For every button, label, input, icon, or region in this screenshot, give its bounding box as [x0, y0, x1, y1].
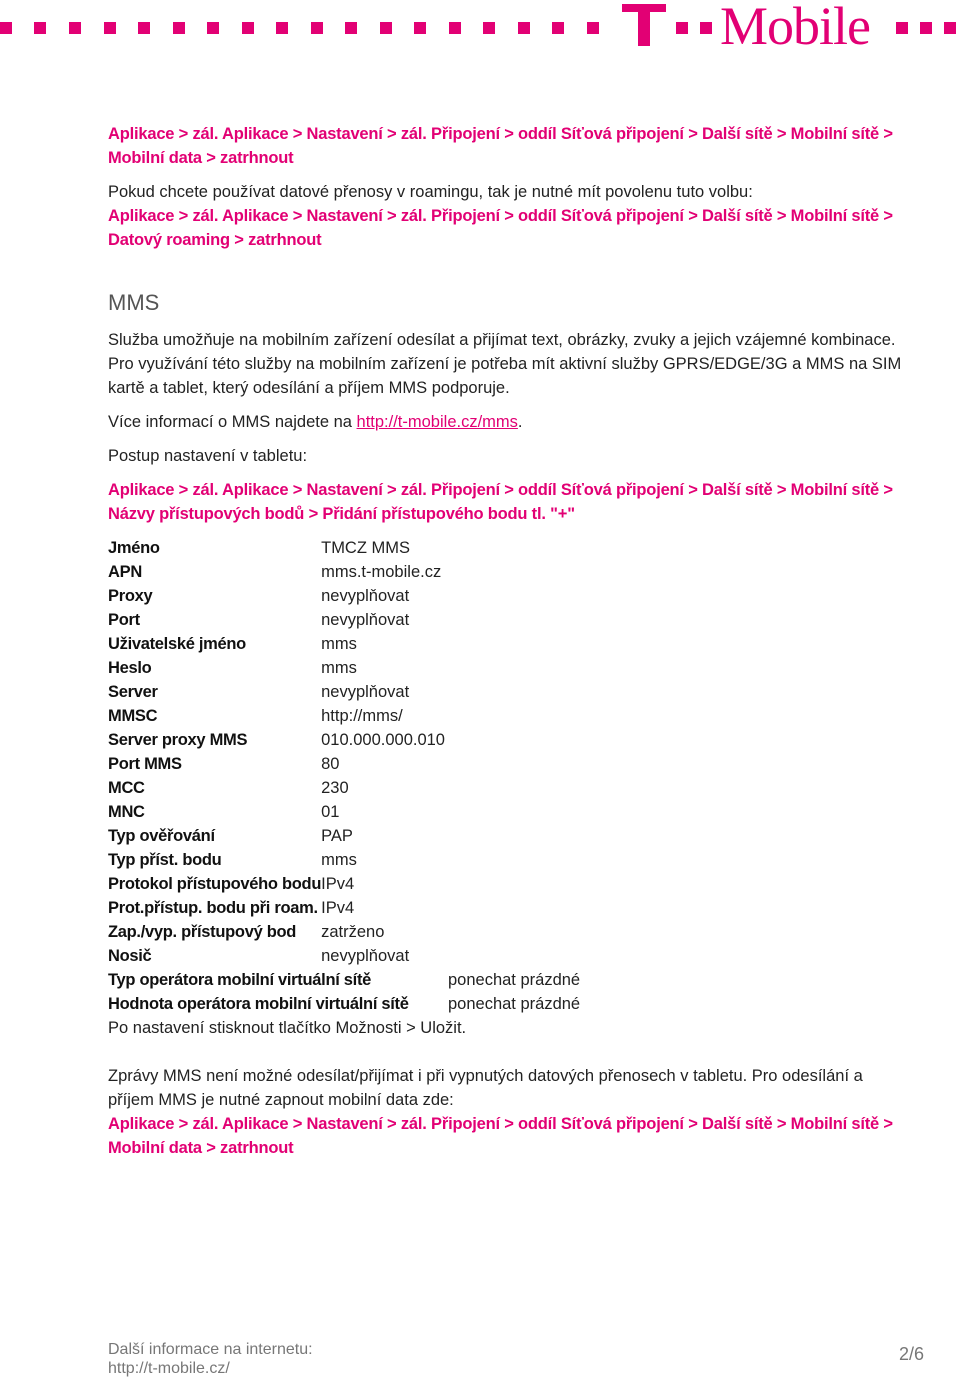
- setting-value: IPv4: [321, 875, 355, 893]
- footer-url[interactable]: http://t-mobile.cz/: [108, 1360, 230, 1377]
- setting-row: [108, 704, 445, 728]
- dot-icon: [676, 22, 688, 34]
- setting-key: MCC: [108, 779, 145, 797]
- setting-row: [108, 968, 908, 992]
- dot-icon: [0, 22, 12, 34]
- setting-value: zatrženo: [321, 923, 385, 941]
- setting-value: ponechat prázdné: [448, 971, 581, 989]
- setup-label: Postup nastavení v tabletu:: [108, 447, 308, 465]
- save-note: Po nastavení stisknout tlačítko Možnosti > Uložit.: [108, 1019, 467, 1037]
- setting-key: APN: [108, 563, 142, 581]
- setting-value: IPv4: [321, 899, 355, 917]
- roaming-text: Pokud chcete používat datové přenosy v roamingu, tak je nutné mít povolenu tuto volbu:: [108, 183, 753, 201]
- more-info-line: [108, 410, 908, 434]
- setting-key: Server proxy MMS: [108, 731, 248, 749]
- section-heading-mms: MMS: [108, 290, 160, 315]
- footer: [108, 1340, 313, 1378]
- dot-icon: [587, 22, 599, 34]
- setting-row: [108, 536, 445, 560]
- dot-icon: [700, 22, 712, 34]
- dot-icon: [920, 22, 932, 34]
- dot-icon: [242, 22, 254, 34]
- mms-info-link[interactable]: http://t-mobile.cz/mms: [356, 413, 518, 431]
- setting-key: Typ příst. bodu: [108, 851, 222, 869]
- dot-icon: [69, 22, 81, 34]
- setting-value: http://mms/: [321, 707, 403, 725]
- setting-value: mms: [321, 659, 357, 677]
- setting-key: Zap./vyp. přístupový bod: [108, 923, 297, 941]
- setting-value: nevyplňovat: [321, 947, 410, 965]
- setting-value: nevyplňovat: [321, 587, 410, 605]
- setting-row: [108, 752, 445, 776]
- document-body: [108, 122, 908, 1160]
- dot-icon: [207, 22, 219, 34]
- setting-row: [108, 632, 445, 656]
- dot-icon: [944, 22, 956, 34]
- setting-row: [108, 992, 908, 1016]
- settings-path-mobile-data: Aplikace > zál. Aplikace > Nastavení > zál. Připojení > oddíl Síťová připojení > Další sítě > Mobilní sítě > Mobilní data > zatrhnout: [108, 125, 893, 167]
- setting-row: [108, 728, 445, 752]
- t-logo-icon: [622, 0, 666, 48]
- setting-value: 230: [321, 779, 349, 797]
- setting-value: 80: [321, 755, 340, 773]
- setting-row: [108, 872, 445, 896]
- setting-row: [108, 608, 445, 632]
- more-info-suffix: .: [517, 413, 523, 431]
- setting-key: Typ ověřování: [108, 827, 215, 845]
- dot-icon: [34, 22, 46, 34]
- brand-logo-text: Mobile: [720, 0, 870, 56]
- setting-value: 010.000.000.010: [321, 731, 445, 749]
- setting-value: mms: [321, 635, 357, 653]
- setting-value: PAP: [321, 827, 353, 845]
- setting-row: [108, 656, 445, 680]
- setting-row: [108, 800, 445, 824]
- setting-row: [108, 776, 445, 800]
- dot-icon: [311, 22, 323, 34]
- setting-key: Jméno: [108, 539, 160, 557]
- setting-key: Proxy: [108, 587, 153, 605]
- setting-row: [108, 944, 445, 968]
- setting-key: MNC: [108, 803, 145, 821]
- dot-icon: [276, 22, 288, 34]
- setting-key: MMSC: [108, 707, 158, 725]
- setting-value: ponechat prázdné: [448, 995, 581, 1013]
- dot-icon: [896, 22, 908, 34]
- setting-key: Typ operátora mobilní virtuální sítě: [108, 971, 372, 989]
- apn-settings-table: [108, 536, 445, 968]
- dot-icon: [138, 22, 150, 34]
- setting-key: Server: [108, 683, 158, 701]
- setting-value: nevyplňovat: [321, 683, 410, 701]
- dot-icon: [345, 22, 357, 34]
- setting-key: Hodnota operátora mobilní virtuální sítě: [108, 995, 409, 1013]
- header-bar: [0, 0, 960, 60]
- setting-row: [108, 560, 445, 584]
- page-number: 2/6: [898, 1344, 924, 1364]
- settings-path-roaming: Aplikace > zál. Aplikace > Nastavení > zál. Připojení > oddíl Síťová připojení > Další sítě > Mobilní sítě > Datový roaming > zatrhnout: [108, 207, 893, 249]
- setting-row: [108, 824, 445, 848]
- dot-icon: [449, 22, 461, 34]
- dot-icon: [414, 22, 426, 34]
- dot-icon: [173, 22, 185, 34]
- setting-key: Port MMS: [108, 755, 182, 773]
- setting-key: Prot.přístup. bodu při roam.: [108, 899, 318, 917]
- dot-icon: [483, 22, 495, 34]
- dot-icon: [552, 22, 564, 34]
- dot-icon: [104, 22, 116, 34]
- setting-row: [108, 584, 445, 608]
- setting-key: Nosič: [108, 947, 152, 965]
- setting-key: Uživatelské jméno: [108, 635, 246, 653]
- setting-row: [108, 920, 445, 944]
- data-note: Zprávy MMS není možné odesílat/přijímat i při vypnutých datových přenosech v tabletu. Pro odesílání a příjem MMS je nutné zapnout mobilní data zde:: [108, 1067, 863, 1109]
- setting-key: Heslo: [108, 659, 152, 677]
- setting-row: [108, 680, 445, 704]
- mms-description: Služba umožňuje na mobilním zařízení odesílat a přijímat text, obrázky, zvuky a jejich vzájemné kombinace. Pro využívání této služby na mobilním zařízení je potřeba mít aktivní služby GPRS/EDGE/3G a MMS na SIM kartě a tablet, který odesílání a příjem MMS podporuje.: [108, 331, 902, 397]
- footer-label: Další informace na internetu:: [108, 1341, 313, 1358]
- setting-key: Port: [108, 611, 140, 629]
- setting-key: Protokol přístupového bodu: [108, 875, 322, 893]
- setting-value: 01: [321, 803, 340, 821]
- setting-value: mms: [321, 851, 357, 869]
- more-info-prefix: Více informací o MMS najdete na: [108, 413, 357, 431]
- dot-icon: [518, 22, 530, 34]
- setting-value: mms.t-mobile.cz: [321, 563, 442, 581]
- dot-icon: [380, 22, 392, 34]
- setting-value: nevyplňovat: [321, 611, 410, 629]
- settings-path-apn: Aplikace > zál. Aplikace > Nastavení > zál. Připojení > oddíl Síťová připojení > Další sítě > Mobilní sítě > Názvy přístupových bodů > Přidání přístupového bodu tl. "+": [108, 481, 893, 523]
- setting-value: TMCZ MMS: [321, 539, 411, 557]
- setting-row: [108, 896, 445, 920]
- setting-row: [108, 848, 445, 872]
- apn-settings-wide: [108, 968, 908, 1016]
- settings-path-mobile-data-2: Aplikace > zál. Aplikace > Nastavení > zál. Připojení > oddíl Síťová připojení > Další sítě > Mobilní sítě > Mobilní data > zatrhnout: [108, 1115, 893, 1157]
